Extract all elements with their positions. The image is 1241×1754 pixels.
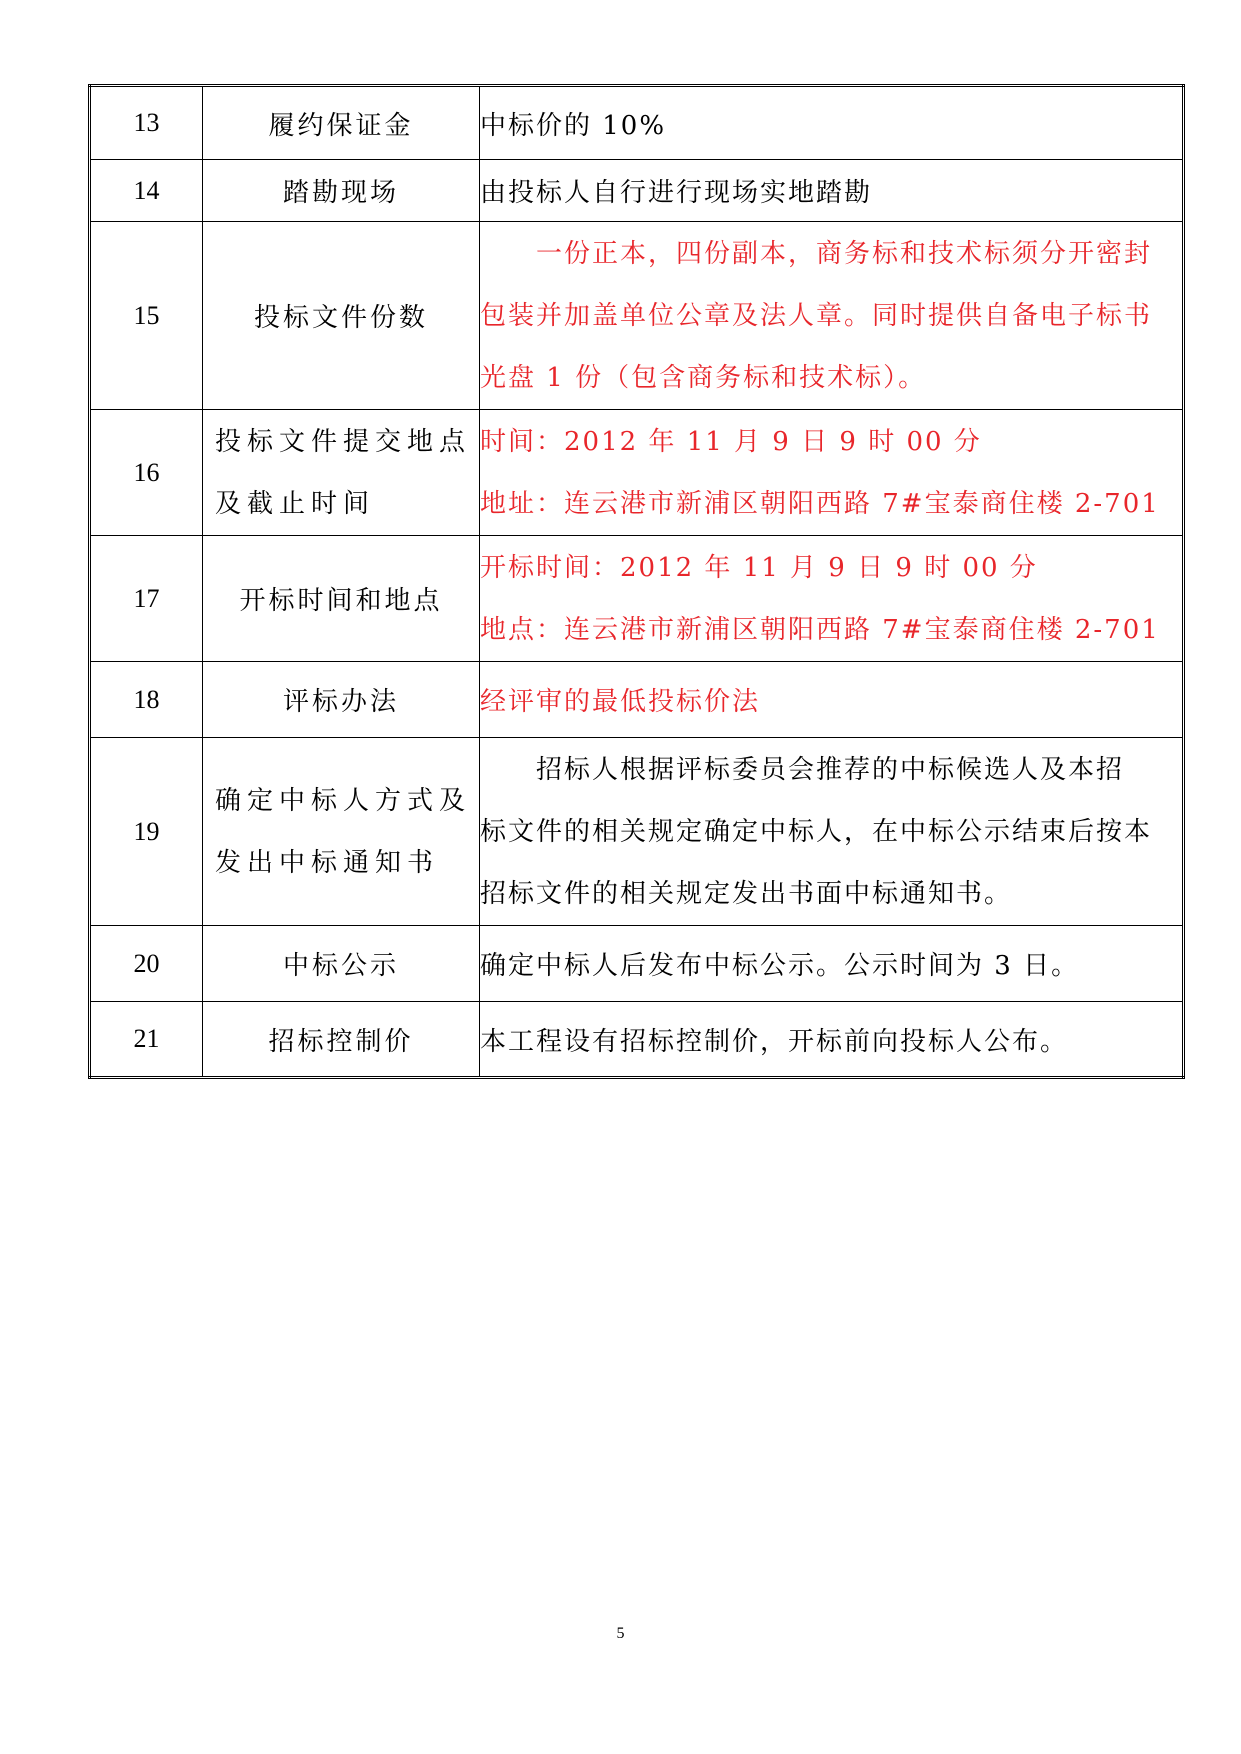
item-content [480,86,1184,160]
content-line: 由投标人自行进行现场实地踏勘 [480,178,873,208]
content-line: 标文件的相关规定确定中标人，在中标公示结束后按本 [480,816,1153,847]
table-row [90,536,1184,662]
row-number: 19 [90,738,203,926]
item-label: 评标办法 [203,662,480,738]
item-content [480,410,1184,536]
content-line: 招标文件的相关规定发出书面中标通知书。 [480,878,1013,909]
item-content [480,662,1184,738]
table-row [90,738,1184,926]
table-row [90,662,1184,738]
item-label: 踏勘现场 [203,160,480,222]
row-number: 21 [90,1002,203,1078]
item-label-line: 发出中标通知书 [215,847,440,878]
item-content [480,738,1184,926]
row-number: 14 [90,160,203,222]
item-label: 中标公示 [203,926,480,1002]
row-number: 16 [90,410,203,536]
content-line: 地点：连云港市新浦区朝阳西路 7#宝泰商住楼 2-701 [480,614,1160,645]
table-row [90,222,1184,410]
content-line: 时间：2012 年 11 月 9 日 9 时 00 分 [480,426,982,457]
item-label [203,410,480,536]
table-row [90,410,1184,536]
item-content [480,222,1184,410]
content-line: 包装并加盖单位公章及法人章。同时提供自备电子标书 [480,300,1153,331]
row-number: 18 [90,662,203,738]
item-label-line: 及截止时间 [215,488,376,519]
content-line: 经评审的最低投标价法 [480,687,761,717]
item-label-line: 确定中标人方式及 [215,785,472,816]
page-number: 5 [616,1625,625,1642]
item-label [203,738,480,926]
table-row [90,1002,1184,1078]
bid-info-table [88,84,1185,1079]
content-line: 中标价的 10% [480,110,667,141]
item-content [480,926,1184,1002]
item-content [480,160,1184,222]
item-label: 投标文件份数 [203,222,480,410]
item-label: 履约保证金 [203,86,480,160]
content-line: 光盘 1 份（包含商务标和技术标）。 [480,362,927,393]
table-row [90,86,1184,160]
row-number: 17 [90,536,203,662]
content-line: 地址：连云港市新浦区朝阳西路 7#宝泰商住楼 2-701 [480,488,1160,519]
row-number: 13 [90,86,203,160]
table-row [90,160,1184,222]
item-content [480,1002,1184,1078]
content-line: 本工程设有招标控制价，开标前向投标人公布。 [480,1026,1069,1057]
content-line: 招标人根据评标委员会推荐的中标候选人及本招 [536,754,1125,785]
table-row [90,926,1184,1002]
item-label: 招标控制价 [203,1002,480,1078]
item-content [480,536,1184,662]
item-label: 开标时间和地点 [203,536,480,662]
item-label-line: 投标文件提交地点 [215,426,472,457]
content-line: 一份正本，四份副本，商务标和技术标须分开密封 [536,238,1153,269]
content-line: 开标时间：2012 年 11 月 9 日 9 时 00 分 [480,552,1038,583]
row-number: 15 [90,222,203,410]
content-line: 确定中标人后发布中标公示。公示时间为 3 日。 [480,951,1080,981]
row-number: 20 [90,926,203,1002]
